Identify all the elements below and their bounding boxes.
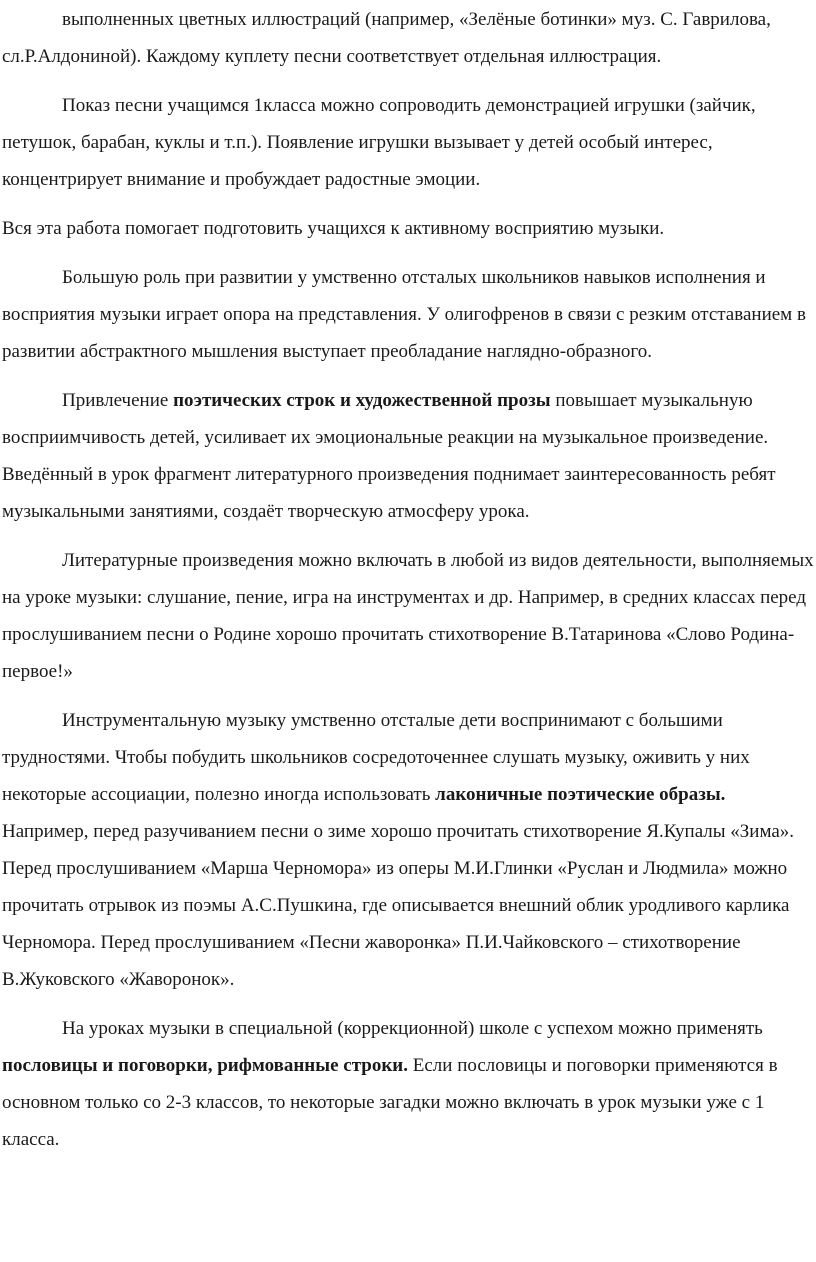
paragraph-poetry-prose xyxy=(2,382,814,530)
bold-emphasis: пословицы и поговорки, рифмованные строки. xyxy=(2,1055,408,1076)
paragraph-literary-works: Литературные произведения можно включать в любой из видов деятельности, выполняемых на уроке музыки: слушание, пение, игра на инструментах и др. Например, в средних классах перед прослушиванием песни о Родине хорошо прочитать стихотворение В.Татаринова «Слово Родина-первое!» xyxy=(2,550,814,682)
paragraph-text: Привлечение xyxy=(62,390,174,411)
paragraph-toy-demonstration: Показ песни учащимся 1класса можно сопроводить демонстрацией игрушки (зайчик, петушок, барабан, куклы и т.п.). Появление игрушки вызывает у детей особый интерес, концентрирует внимание и пробуждает радостные эмоции. xyxy=(2,95,756,190)
paragraph-summary: Вся эта работа помогает подготовить учащихся к активному восприятию музыки. xyxy=(2,218,665,239)
paragraph-representations: Большую роль при развитии у умственно отсталых школьников навыков исполнения и восприятия музыки играет опора на представления. У олигофренов в связи с резким отставанием в развитии абстрактного мышления выступает преобладание наглядно-образного. xyxy=(2,267,806,362)
paragraph-text: повышает музыкальную восприимчивость детей, усиливает их эмоциональные реакции на музыкальное произведение. Введённый в урок фрагмент литературного произведения поднимает заинтересованность ребят музыкальными занятиями, создаёт творческую атмосферу урока. xyxy=(2,390,776,522)
paragraph-proverbs xyxy=(2,1010,814,1158)
paragraph-text: Если пословицы и поговорки применяются в основном только со 2-3 классов, то некоторые загадки можно включать в урок музыки уже с 1 класса. xyxy=(2,1055,778,1150)
paragraph-text: Инструментальную музыку умственно отсталые дети воспринимают с большими трудностями. Чтобы побудить школьников сосредоточеннее слушать музыку, оживить у них некоторые ассоциации, полезно иногда использовать xyxy=(2,710,750,805)
bold-emphasis: лаконичные поэтические образы. xyxy=(435,784,726,805)
paragraph-text: Например, перед разучиванием песни о зиме хорошо прочитать стихотворение Я.Купалы «Зима». Перед прослушиванием «Марша Черномора» из оперы М.И.Глинки «Руслан и Людмила» можно прочитать отрывок из поэмы А.С.Пушкина, где описывается внешний облик уродливого карлика Черномора. Перед прослушиванием «Песни жаворонка» П.И.Чайковского – стихотворение В.Жуковского «Жаворонок». xyxy=(2,821,795,990)
paragraph-continued: выполненных цветных иллюстраций (например, «Зелёные ботинки» муз. С. Гаврилова, сл.Р.Алдониной). Каждому куплету песни соответствует отдельная иллюстрация. xyxy=(2,9,771,67)
bold-emphasis: поэтических строк и художественной прозы xyxy=(173,390,551,411)
paragraph-instrumental-music xyxy=(2,702,814,998)
paragraph-text: На уроках музыки в специальной (коррекционной) школе с успехом можно применять xyxy=(62,1018,763,1039)
